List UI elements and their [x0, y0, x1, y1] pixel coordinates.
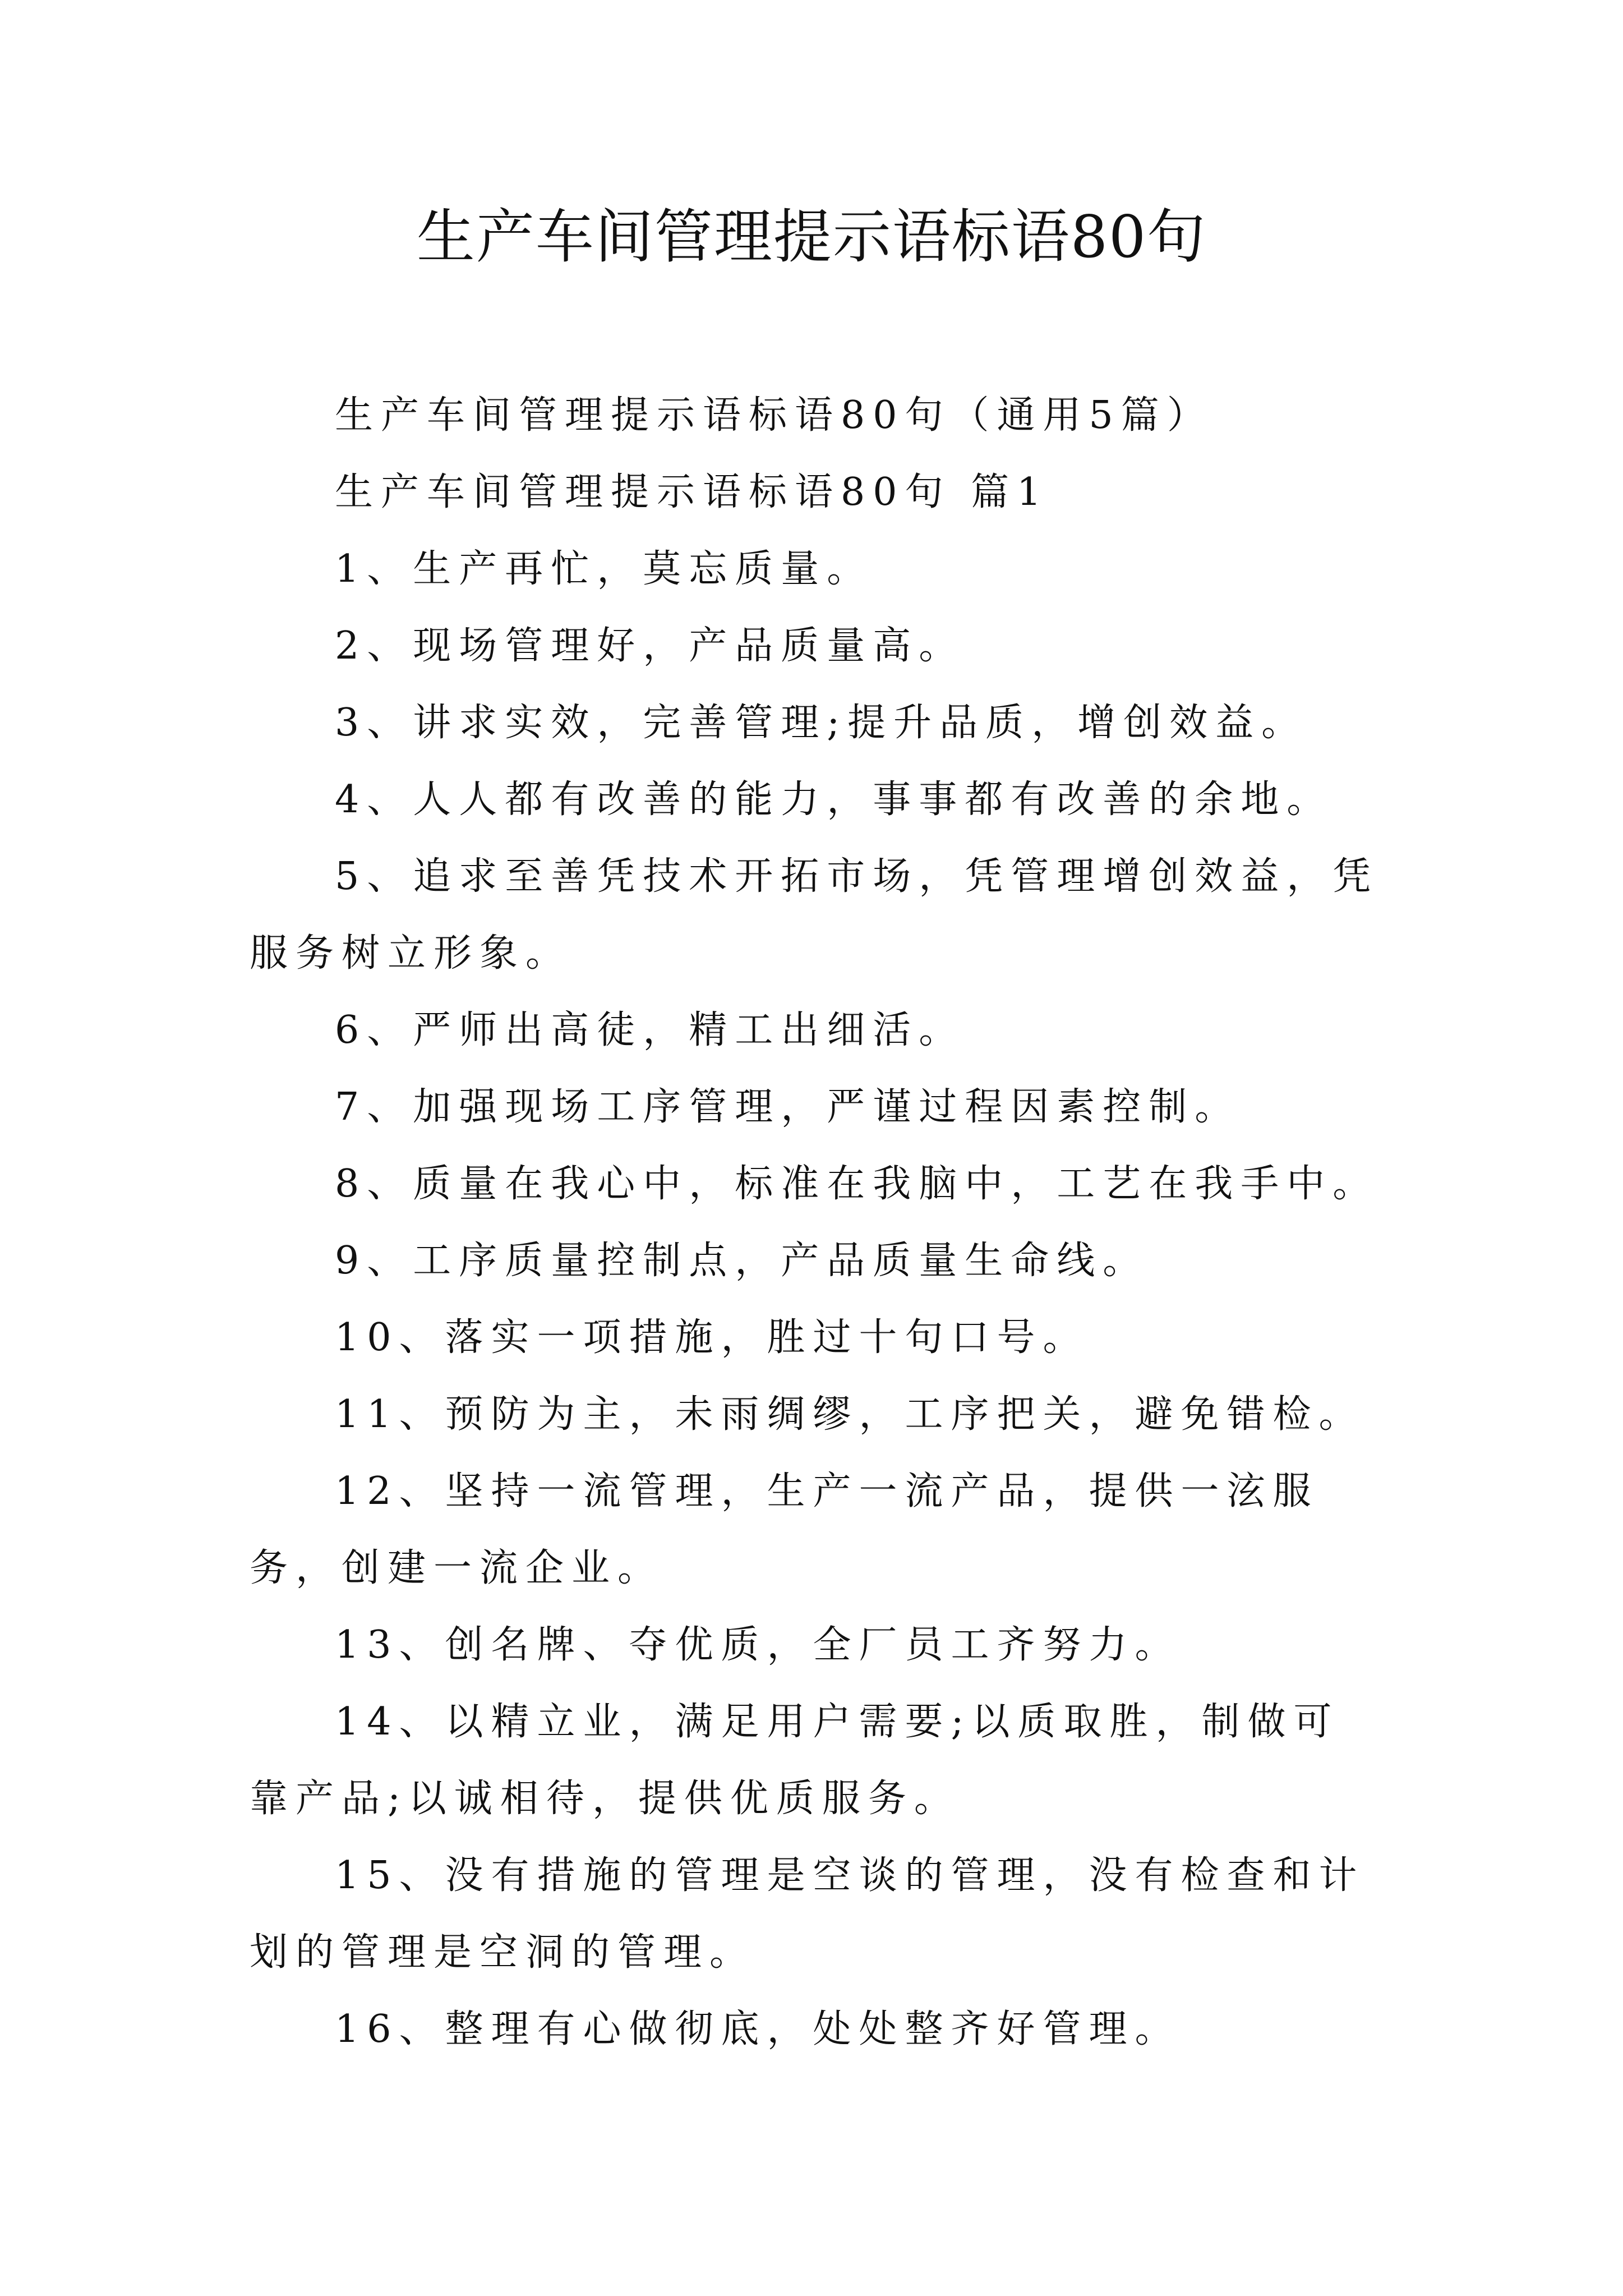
slogan-item: 3、讲求实效，完善管理;提升品质，增创效益。 — [335, 701, 1308, 745]
slogan-item: 8、质量在我心中，标准在我脑中，工艺在我手中。 — [335, 1162, 1379, 1206]
slogan-item: 5、追求至善凭技术开拓市场，凭管理增创效益，凭服务树立形象。 — [250, 854, 1379, 976]
paragraph-section-heading: 生产车间管理提示语标语80句 篇1 — [335, 470, 1049, 514]
slogan-item: 4、人人都有改善的能力，事事都有改善的余地。 — [335, 777, 1333, 822]
slogan-item: 11、预防为主，未雨绸缪，工序把关，避免错检。 — [335, 1392, 1365, 1437]
slogan-item: 13、创名牌、夺优质，全厂员工齐努力。 — [335, 1623, 1181, 1667]
slogan-item: 1、生产再忙，莫忘质量。 — [335, 547, 873, 591]
paragraph-subtitle: 生产车间管理提示语标语80句（通用5篇） — [335, 393, 1213, 438]
document-title: 生产车间管理提示语标语80句 — [416, 203, 1207, 271]
slogan-item: 6、严师出高徒，精工出细活。 — [335, 1008, 965, 1052]
slogan-item: 10、落实一项措施，胜过十句口号。 — [335, 1315, 1089, 1360]
slogan-item: 12、坚持一流管理，生产一流产品，提供一泫服务，创建一流企业。 — [250, 1469, 1319, 1590]
document-body — [250, 377, 1382, 2068]
slogan-item: 16、整理有心做彻底，处处整齐好管理。 — [335, 2007, 1181, 2051]
slogan-item: 2、现场管理好，产品质量高。 — [335, 624, 965, 668]
slogan-item: 7、加强现场工序管理，严谨过程因素控制。 — [335, 1085, 1241, 1129]
slogan-item: 15、没有措施的管理是空谈的管理，没有检查和计划的管理是空洞的管理。 — [250, 1853, 1365, 1975]
slogan-item: 14、以精立业，满足用户需要;以质取胜，制做可靠产品;以诚相待，提供优质服务。 — [250, 1700, 1340, 1821]
slogan-item: 9、工序质量控制点，产品质量生命线。 — [335, 1239, 1149, 1283]
